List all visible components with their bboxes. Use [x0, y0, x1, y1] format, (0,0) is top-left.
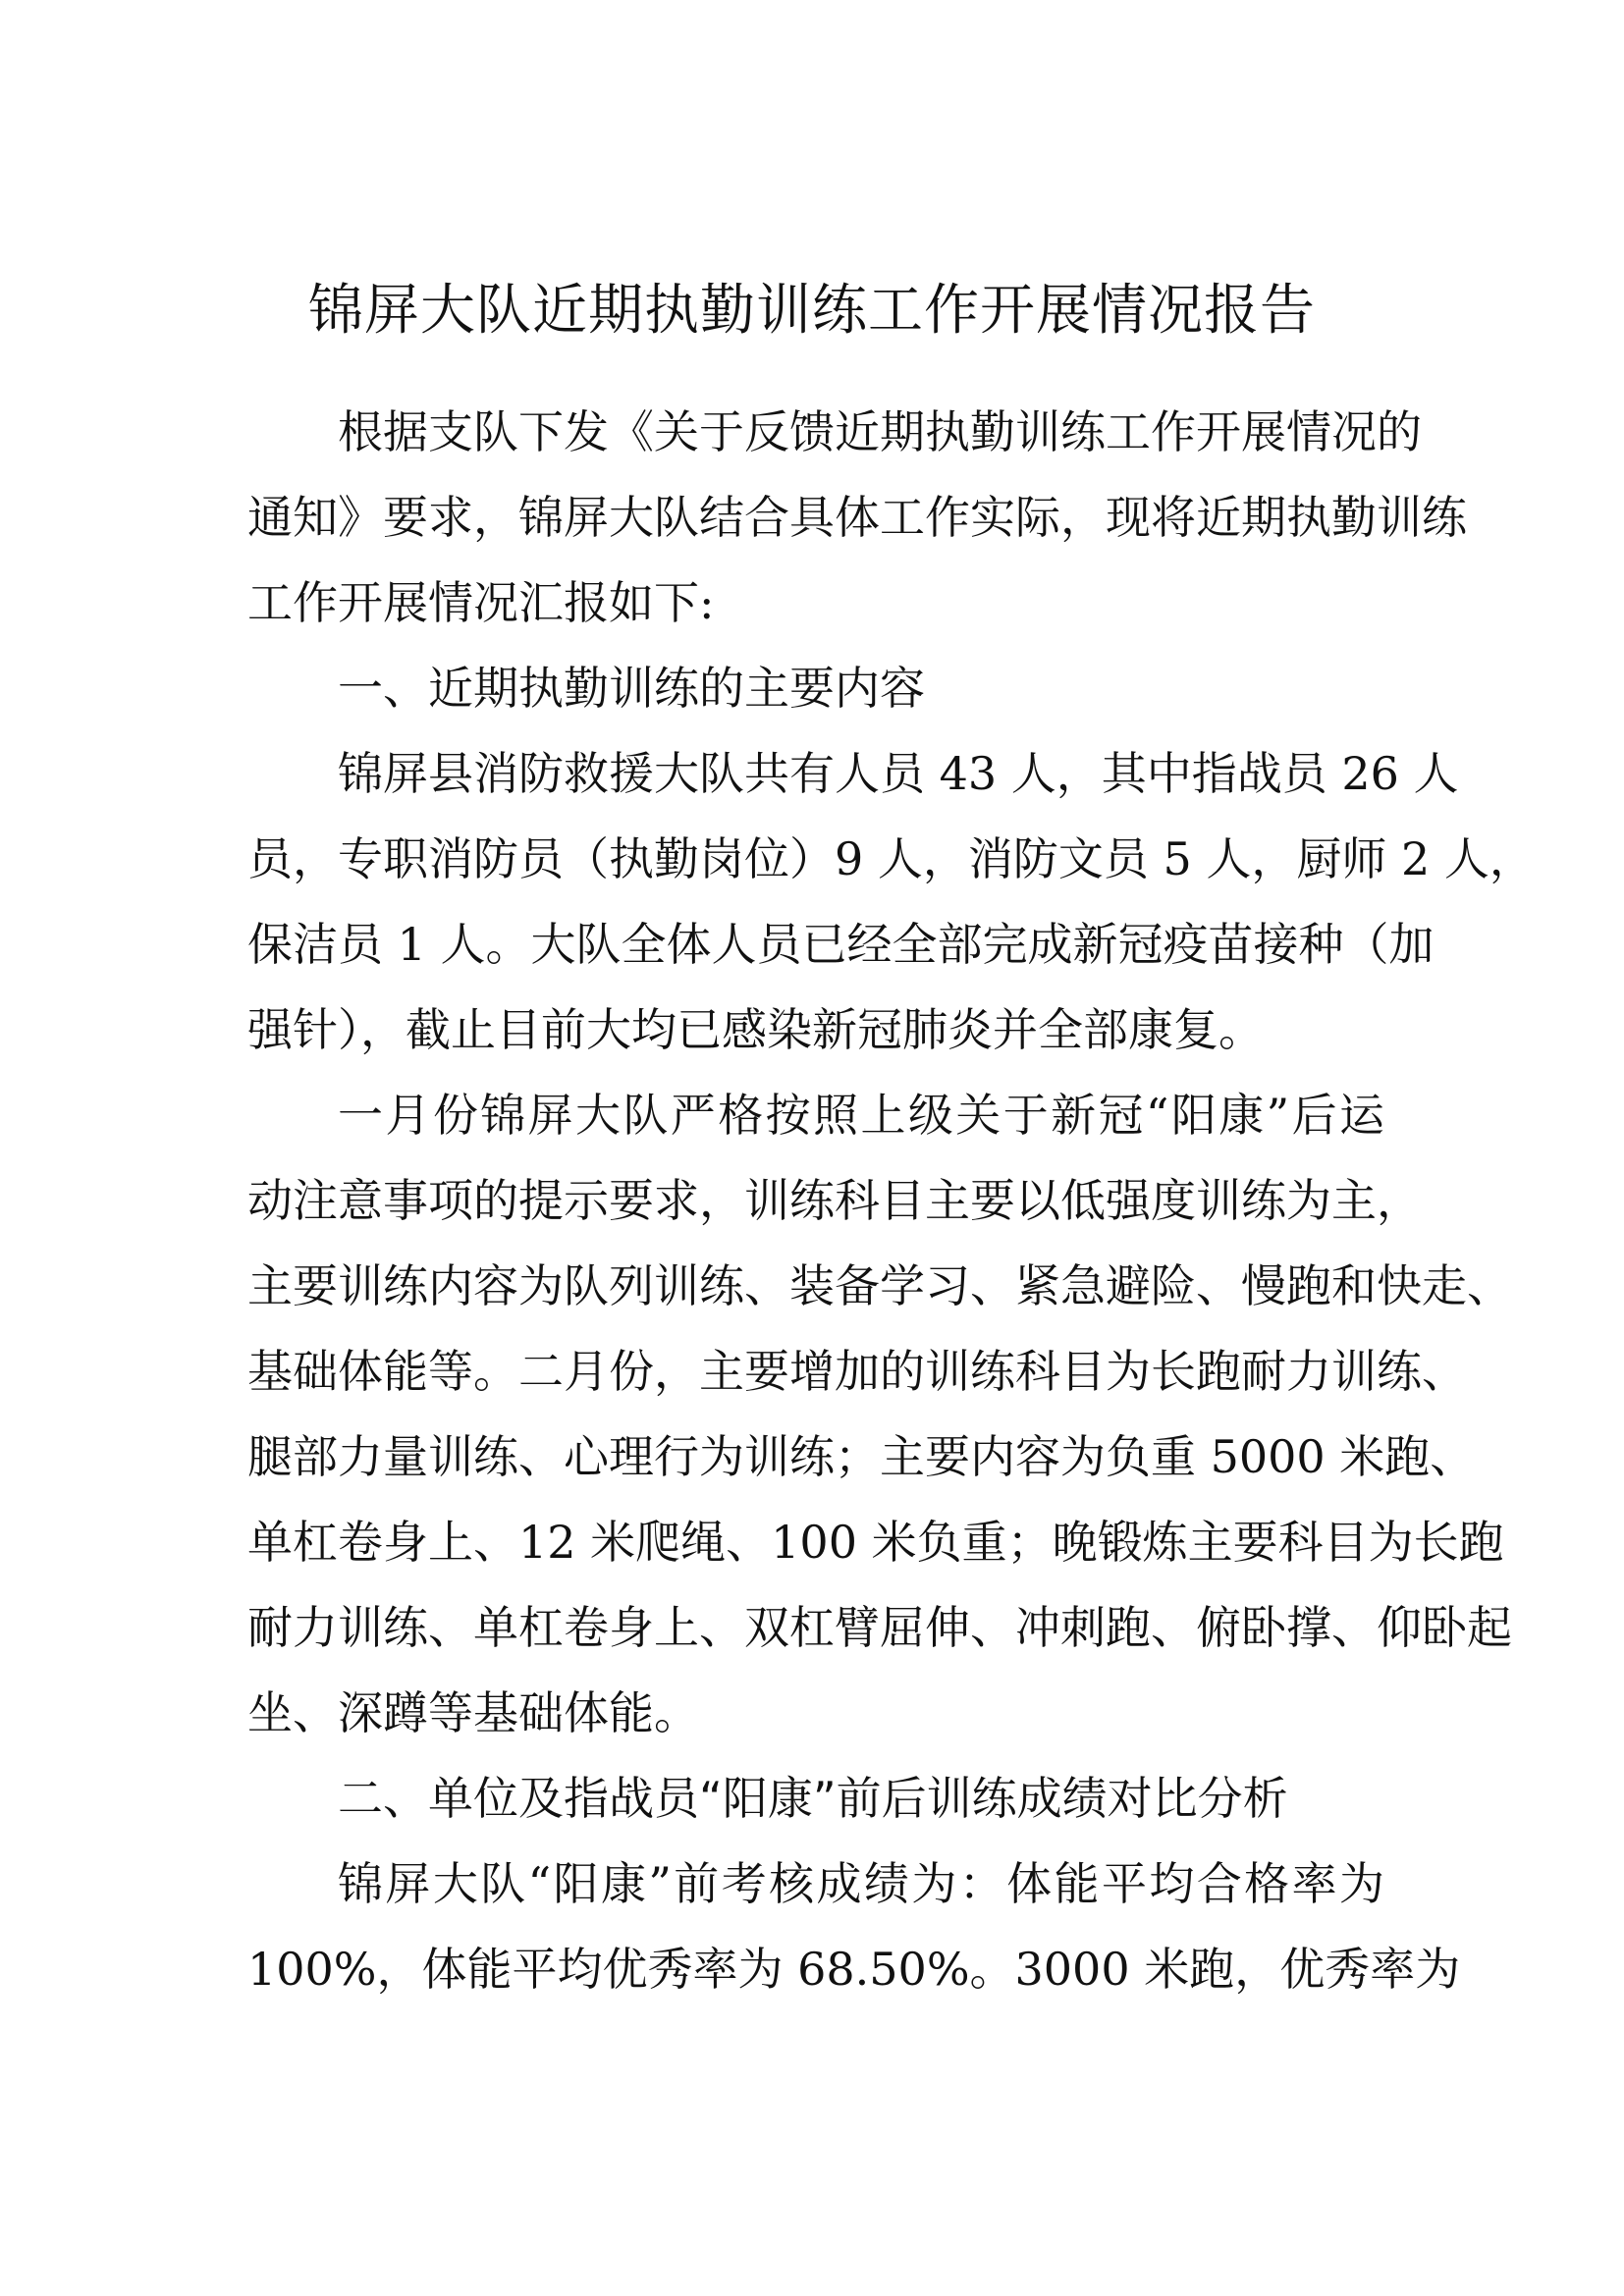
text-line: 动注意事项的提示要求，训练科目主要以低强度训练为主， — [247, 1174, 1422, 1227]
text-line: 员，专职消防员（执勤岗位）9 人，消防文员 5 人，厨师 2 人， — [247, 832, 1535, 885]
text-line: 100%，体能平均优秀率为 68.50%。3000 米跑，优秀率为 — [247, 1943, 1461, 1996]
text-line: 坐、深蹲等基础体能。 — [247, 1686, 699, 1739]
text-line: 通知》要求，锦屏大队结合具体工作实际，现将近期执勤训练 — [247, 491, 1467, 544]
text-line: 耐力训练、单杠卷身上、双杠臂屈伸、冲刺跑、俯卧撑、仰卧起 — [247, 1601, 1512, 1654]
document-title: 锦屏大队近期执勤训练工作开展情况报告 — [308, 279, 1316, 343]
text-line: 锦屏大队“阳康”前考核成绩为：体能平均合格率为 — [338, 1857, 1384, 1910]
section-heading: 二、单位及指战员“阳康”前后训练成绩对比分析 — [338, 1772, 1288, 1825]
text-line: 工作开展情况汇报如下: — [247, 576, 715, 629]
text-line: 主要训练内容为队列训练、装备学习、紧急避险、慢跑和快走、 — [247, 1259, 1512, 1312]
text-line: 一月份锦屏大队严格按照上级关于新冠“阳康”后运 — [338, 1089, 1384, 1142]
section-heading: 一、近期执勤训练的主要内容 — [338, 662, 925, 715]
text-line: 保洁员 1 人。大队全体人员已经全部完成新冠疫苗接种（加 — [247, 918, 1435, 971]
text-line: 根据支队下发《关于反馈近期执勤训练工作开展情况的 — [338, 405, 1422, 458]
text-line: 腿部力量训练、心理行为训练；主要内容为负重 5000 米跑、 — [247, 1430, 1476, 1483]
text-line: 基础体能等。二月份，主要增加的训练科目为长跑耐力训练、 — [247, 1345, 1467, 1398]
text-line: 锦屏县消防救援大队共有人员 43 人，其中指战员 26 人 — [338, 747, 1459, 800]
text-line: 强针），截止目前大均已感染新冠肺炎并全部康复。 — [247, 1003, 1264, 1056]
text-line: 单杠卷身上、12 米爬绳、100 米负重；晚锻炼主要科目为长跑 — [247, 1516, 1504, 1569]
